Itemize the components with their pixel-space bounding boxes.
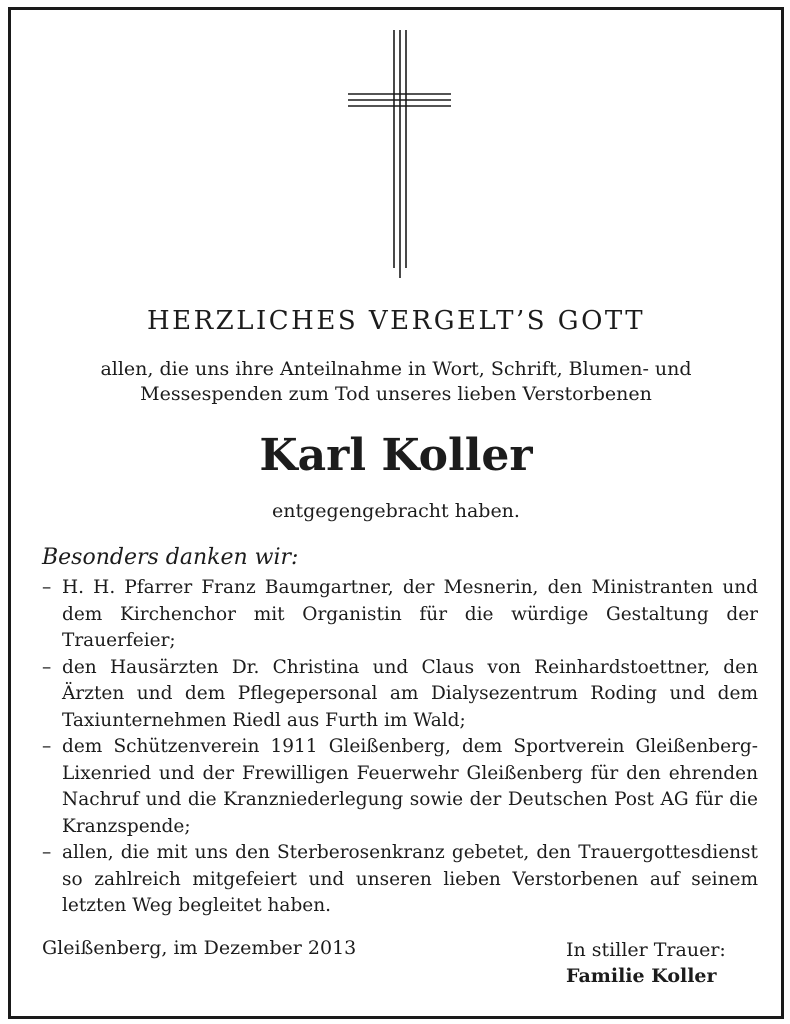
intro-text [41,357,751,407]
headline: HERZLICHES VERGELT’S GOTT [146,306,646,336]
list-item-text: dem Schützenverein 1911 Gleißenberg, dem Sportverein Gleißenberg-Lixenried und der Frewilligen Feuerwehr Gleißenberg für den ehrenden Nachruf und die Kranzniederlegung sowie der Deutschen Post AG für die Kranzspende; [62,736,758,837]
thanks-heading: Besonders danken wir: [42,545,299,570]
signature-block [566,937,726,989]
place-date: Gleißenberg, im Dezember 2013 [42,937,357,959]
list-item [42,575,758,655]
list-item-text: allen, die mit uns den Sterberosenkranz gebetet, den Trauergottesdienst so zahlreich mitgefeiert und unseren lieben Verstorbenen auf seinem letzten Weg begleitet haben. [62,842,758,916]
obituary-card [8,7,784,1019]
family-name: Familie Koller [566,965,717,987]
list-item-text: H. H. Pfarrer Franz Baumgartner, der Mesnerin, den Ministranten und dem Kirchenchor mit Organistin für die würdige Gestaltung der Trauerfeier; [62,577,758,651]
deceased-name: Karl Koller [259,430,533,481]
dash-bullet: – [42,577,52,598]
mourning-label: In stiller Trauer: [566,939,726,961]
cross-icon [11,10,781,290]
list-item [42,655,758,735]
closing-text: entgegengebracht haben. [272,500,520,522]
dash-bullet: – [42,842,52,863]
dash-bullet: – [42,656,52,678]
list-item [42,734,758,840]
thanks-list [42,575,758,920]
intro-line-2: Messespenden zum Tod unseres lieben Verstorbenen [140,383,652,405]
list-item [42,840,758,920]
intro-line-1: allen, die uns ihre Anteilnahme in Wort, Schrift, Blumen- und [100,358,692,380]
dash-bullet: – [42,736,52,757]
list-item-text: den Hausärzten Dr. Christina und Claus von Reinhardstoettner, den Ärzten und dem Pflegepersonal am Dialysezentrum Roding und dem Taxiunternehmen Riedl aus Furth im Wald; [62,656,758,731]
